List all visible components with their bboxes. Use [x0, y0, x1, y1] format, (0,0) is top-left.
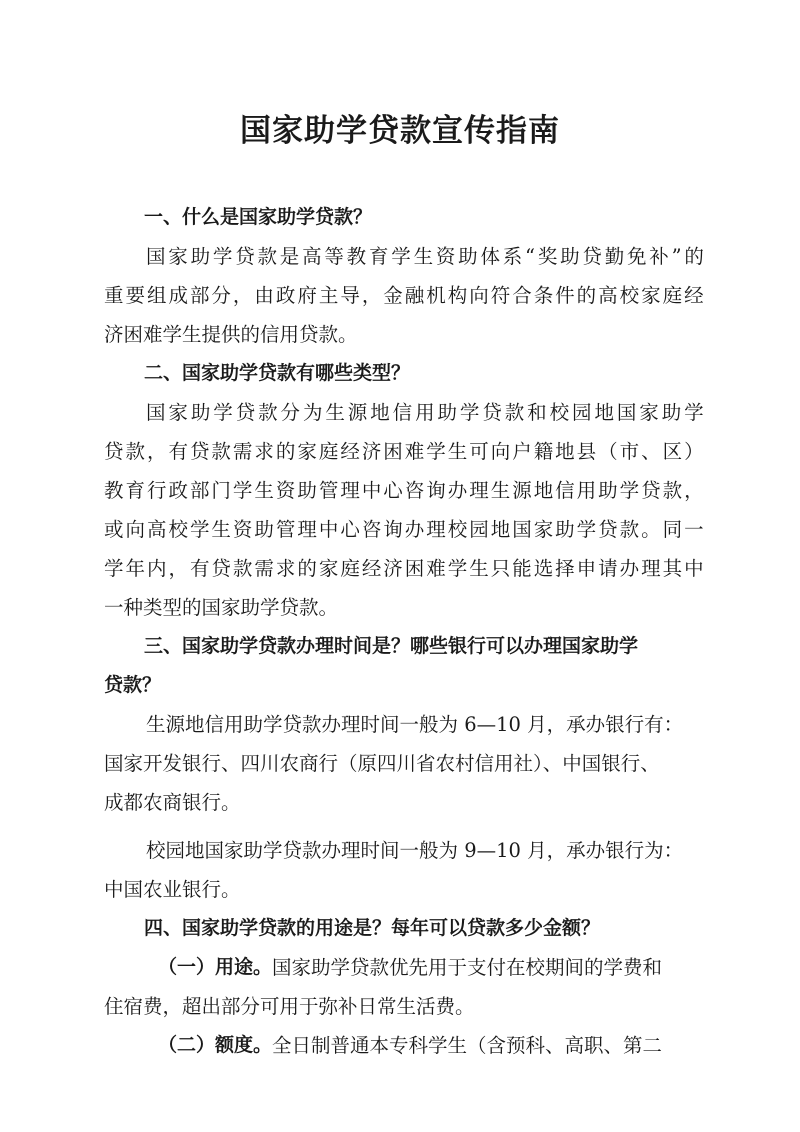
paragraph-line: 教 育 行 政 部 门 学 生 资 助 管 理 中 心 咨 询 办 理 生 源 地 信 用 助 学 贷 款 ，: [104, 479, 704, 502]
paragraph-line: 国 家 助 学 贷 款 分 为 生 源 地 信 用 助 学 贷 款 和 校 园 地 国 家 助 学: [146, 401, 704, 424]
section-heading-3: 三、国家助学贷款办理时间是？哪些银行可以办理国家助学: [144, 635, 639, 657]
document-body: [104, 198, 704, 1065]
paragraph-line: 生源地信用助学贷款办理时间一般为 6—10 月，承办银行有：: [146, 713, 684, 736]
paragraph-line: 住宿费，超出部分可用于弥补日常生活费。: [104, 995, 475, 1018]
paragraph-line: 或 向 高 校 学 生 资 助 管 理 中 心 咨 询 办 理 校 园 地 国 家 助 学 贷 款 。 同 一: [104, 518, 704, 541]
paragraph-line: 重 要 组 成 部 分 ， 由 政 府 主 导 ， 金 融 机 构 向 符 合 条 件 的 高 校 家 庭 经: [104, 284, 704, 307]
paragraph-line: 一种类型的国家助学贷款。: [104, 596, 339, 619]
subheading-amount: （二）额度。: [158, 1034, 273, 1056]
subheading-usage: （一）用途。: [158, 956, 273, 978]
document-title: 国家助学贷款宣传指南: [240, 113, 560, 149]
paragraph-line: 国 家 助 学 贷 款 是 高 等 教 育 学 生 资 助 体 系 “ 奖 助 贷 勤 免 补 ” 的: [146, 245, 704, 268]
paragraph-line: 学 年 内 ， 有 贷 款 需 求 的 家 庭 经 济 困 难 学 生 只 能 选 择 申 请 办 理 其 中: [104, 557, 704, 580]
paragraph-line: 贷 款 ， 有 贷 款 需 求 的 家 庭 经 济 困 难 学 生 可 向 户 籍 地 县 （ 市 、 区 ）: [104, 440, 704, 463]
paragraph-line: [104, 1026, 704, 1065]
paragraph-line: 中国农业银行。: [104, 878, 241, 901]
paragraph-line: 国家开发银行、四川农商行（原四川省农村信用社）、中国银行、: [104, 752, 660, 775]
paragraph-line: 济困难学生提供的信用贷款。: [104, 323, 358, 346]
section-heading-4: 四、国家助学贷款的用途是？每年可以贷款多少金额？: [144, 917, 601, 939]
paragraph-text: 全日制普通本专科学生（含预科、高职、第二: [272, 1034, 663, 1057]
paragraph-line: 成都农商银行。: [104, 791, 241, 814]
paragraph-line: [104, 948, 704, 987]
section-heading-2: 二、国家助学贷款有哪些类型？: [144, 362, 411, 384]
section-heading-3-cont: 贷款？: [104, 674, 162, 696]
paragraph-line: 校园地国家助学贷款办理时间一般为 9—10 月，承办银行为：: [146, 839, 684, 862]
paragraph-text: 国家助学贷款优先用于支付在校期间的学费和: [272, 956, 663, 979]
section-heading-1: 一、什么是国家助学贷款？: [144, 206, 373, 228]
